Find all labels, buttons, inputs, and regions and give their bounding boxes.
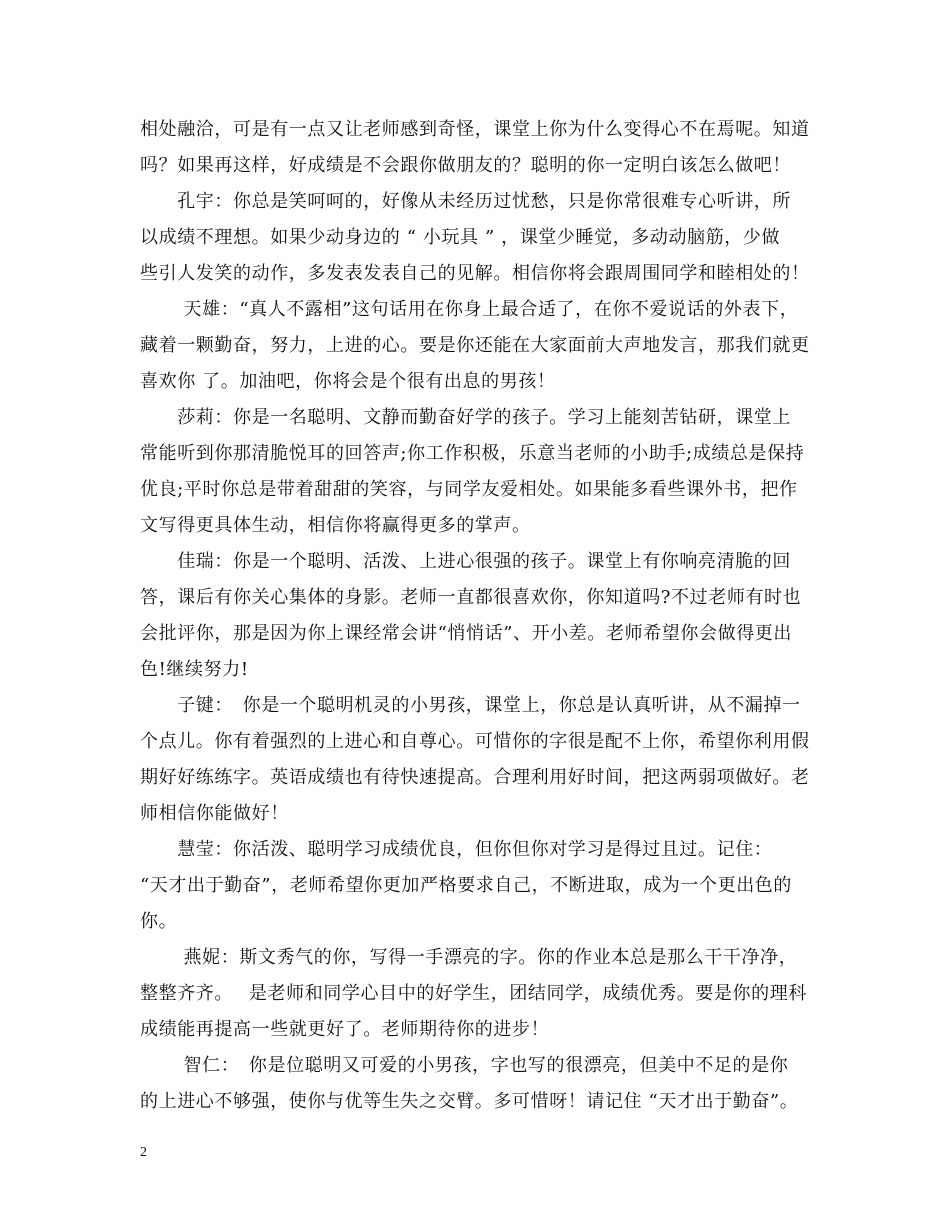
text-line: 的上进心不够强，使你与优等生失之交臂。多可惜呀！请记住 “天才出于勤奋”。 (140, 1091, 799, 1112)
text-line: 相处融洽，可是有一点又让老师感到奇怪，课堂上你为什么变得心不在焉呢。知道 (140, 119, 810, 140)
text-line: 燕妮：斯文秀气的你，写得一手漂亮的字。你的作业本总是那么干干净净， (140, 947, 798, 968)
text-line: 期好好练练字。英语成绩也有待快速提高。合理利用好时间，把这两弱项做好。老 (140, 767, 810, 788)
text-line: 色!继续努力! (140, 659, 249, 680)
text-line: 吗？如果再这样，好成绩是不会跟你做朋友的？聪明的你一定明白该怎么做吧！ (140, 155, 791, 176)
text-line: 莎莉：你是一名聪明、文静而勤奋好学的孩子。学习上能刻苦钻研，课堂上 (140, 407, 791, 428)
text-line: 孔宇：你总是笑呵呵的，好像从未经历过忧愁，只是你常很难专心听讲，所 (140, 191, 791, 212)
text-line: 智仁： 你是位聪明又可爱的小男孩，字也写的很漂亮，但美中不足的是你 (140, 1055, 789, 1076)
text-line: 师相信你能做好！ (140, 803, 289, 824)
text-line: 佳瑞：你是一个聪明、活泼、上进心很强的孩子。课堂上有你响亮清脆的回 (140, 551, 791, 572)
text-line: 慧莹：你活泼、聪明学习成绩优良，但你但你对学习是得过且过。记住： (140, 839, 773, 860)
text-line: 些引人发笑的动作，多发表发表自己的见解。相信你将会跟周围同学和睦相处的！ (140, 263, 810, 284)
page-number: 2 (140, 1145, 147, 1160)
text-line: 会批评你，那是因为你上课经常会讲“悄悄话”、开小差。老师希望你会做得更出 (140, 623, 793, 644)
text-line: 天雄：“真人不露相”这句话用在你身上最合适了，在你不爱说话的外表下， (140, 299, 799, 320)
text-line: 答，课后有你关心集体的身影。老师一直都很喜欢你，你知道吗?不过老师有时也 (140, 587, 802, 608)
text-line: 整整齐齐。 是老师和同学心目中的好学生，团结同学，成绩优秀。要是你的理科 (140, 983, 807, 1004)
text-line: 优良;平时你总是带着甜甜的笑容，与同学友爱相处。如果能多看些课外书，把作 (140, 479, 798, 500)
text-line: 以成绩不理想。如果少动身边的 “ 小玩具 ” ，课堂少睡觉，多动动脑筋，少做 (140, 227, 781, 248)
text-line: 常能听到你那清脆悦耳的回答声;你工作积极，乐意当老师的小助手;成绩总是保持 (140, 443, 805, 464)
text-line: “天才出于勤奋”，老师希望你更加严格要求自己，不断进取，成为一个更出色的 (140, 875, 793, 896)
text-line: 个点儿。你有着强烈的上进心和自尊心。可惜你的字很是配不上你，希望你利用假 (140, 731, 810, 752)
text-line: 藏着一颗勤奋，努力，上进的心。要是你还能在大家面前大声地发言，那我们就更 (140, 335, 810, 356)
text-line: 成绩能再提高一些就更好了。老师期待你的进步！ (140, 1019, 550, 1040)
text-line: 子键： 你是一个聪明机灵的小男孩，课堂上，你总是认真听讲，从不漏掉一 (140, 695, 801, 716)
text-line: 你。 (140, 911, 178, 932)
text-line: 喜欢你 了。加油吧，你将会是个很有出息的男孩！ (140, 371, 556, 392)
text-line: 文写得更具体生动，相信你将赢得更多的掌声。 (140, 515, 531, 536)
